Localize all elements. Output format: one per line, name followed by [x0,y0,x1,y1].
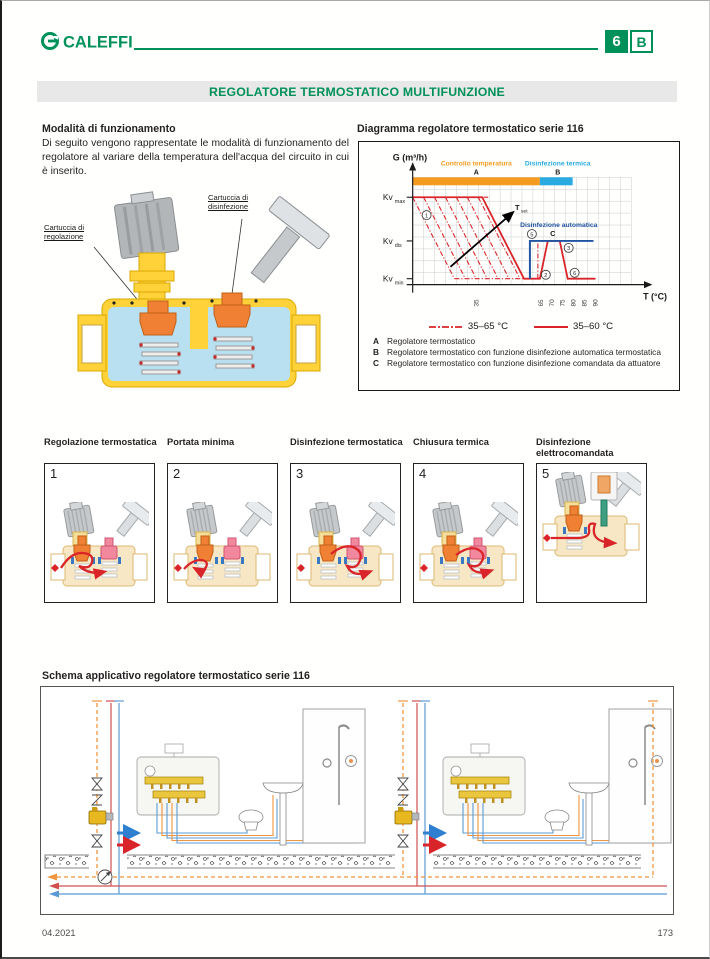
mode-figure-2 [172,502,272,597]
auto-disinfection-label: Disinfezione automatica [520,222,598,230]
mode-caption-4: Chiusura termica [413,437,489,447]
mode-caption-2: Portata minima [167,437,235,447]
diagram-chart [358,141,680,391]
note-b: Regolatore termostatico con funzione disinfezione automatica termostatica [387,346,661,357]
svg-text:75: 75 [559,299,567,307]
note-a: Regolatore termostatico [387,336,476,346]
mode-panel-2: 2 [167,463,278,603]
mode-panel-1: 1 [44,463,155,603]
mode-figure-5 [541,472,641,567]
svg-text:70: 70 [548,299,556,307]
mode-panel-4: 4 [413,463,524,603]
svg-text:5: 5 [530,232,534,239]
svg-text:65: 65 [537,299,545,307]
mode-figure-4 [418,502,518,597]
band-orange-label: Controllo temperatura [440,160,512,168]
svg-text:85: 85 [581,299,589,307]
x-tick-labels [473,299,599,307]
svg-text:max: max [394,199,406,206]
schema-illustration [41,687,673,914]
solid-line-icon [534,323,568,331]
band-cyan-letter: B [555,169,561,177]
svg-text:dis: dis [394,242,402,249]
valve-cutaway-figure [42,191,344,405]
svg-text:6: 6 [573,271,577,278]
mode-caption-3: Disinfezione termostatica [290,437,403,447]
section-letter-badge: B [630,30,653,53]
svg-text:set: set [520,209,528,215]
diagram-plot [363,147,673,315]
svg-text:80: 80 [570,299,578,307]
tset-label: T [515,203,520,213]
svg-text:2: 2 [544,273,548,280]
dashdot-line-icon [429,323,463,331]
footer-date: 04.2021 [42,928,76,938]
mode-caption-1: Regolazione termostatica [44,437,157,447]
caleffi-logo-icon [40,29,140,53]
auto-letter: C [550,228,556,238]
svg-text:min: min [394,280,404,287]
legend-item-dashdot: 35–65 °C [429,321,508,332]
intro-body: Di seguito vengono rappresentate le modalità di funzionamento del regolatore al variare della temperatura dell'acqua del circuito in cui è inserito. [42,138,349,177]
y-axis-label: G (m³/h) [392,152,428,163]
x-axis-label: T (°C) [643,291,668,302]
intro-heading: Modalità di funzionamento [42,123,176,135]
section-number-badge: 6 [605,30,628,53]
title-bar [37,81,677,102]
page-title: REGOLATORE TERMOSTATICO MULTIFUNZIONE [209,84,505,99]
regulation-knob-icon [113,191,179,259]
footer-page-number: 173 [657,928,673,938]
mode-panel-3: 3 [290,463,401,603]
intro-column [42,123,349,405]
mode-panel-5: 5 [536,463,647,603]
mode-caption-5: Disinfezione elettrocomandata [536,437,614,458]
svg-text:90: 90 [592,299,600,307]
kv-dis-label: Kv [382,235,393,246]
mode-figure-3 [295,502,395,597]
chart-notes: A Regolatore termostatico B Regolatore termostatico con funzione disinfezione automatica termostatica C Regolatore termostatico con funzione disinfezione comandata da attuatore [373,336,661,368]
schema-heading: Schema applicativo regolatore termostatico serie 116 [42,670,310,682]
chart-legend [363,321,679,332]
header-rule [134,48,598,50]
mode-figure-1 [49,502,149,597]
logo-text: CALEFFI [63,33,133,52]
kv-max-label: Kv [382,192,393,203]
svg-text:35: 35 [473,299,481,307]
label-disinfection-cartridge: Cartuccia di disinfezione [208,193,249,212]
band-cyan-label: Disinfezione termica [524,160,591,168]
kv-min-label: Kv [382,273,393,284]
diagram-heading: Diagramma regolatore termostatico serie 116 [357,123,584,135]
label-regulation-cartridge: Cartuccia di regolazione [44,223,85,242]
legend-item-solid: 35–60 °C [534,321,613,332]
svg-text:3: 3 [567,246,571,253]
svg-text:1: 1 [425,213,429,220]
schema-figure [40,686,674,915]
note-c: Regolatore termostatico con funzione disinfezione comandata da attuatore [387,357,661,368]
band-orange-letter: A [473,169,479,177]
